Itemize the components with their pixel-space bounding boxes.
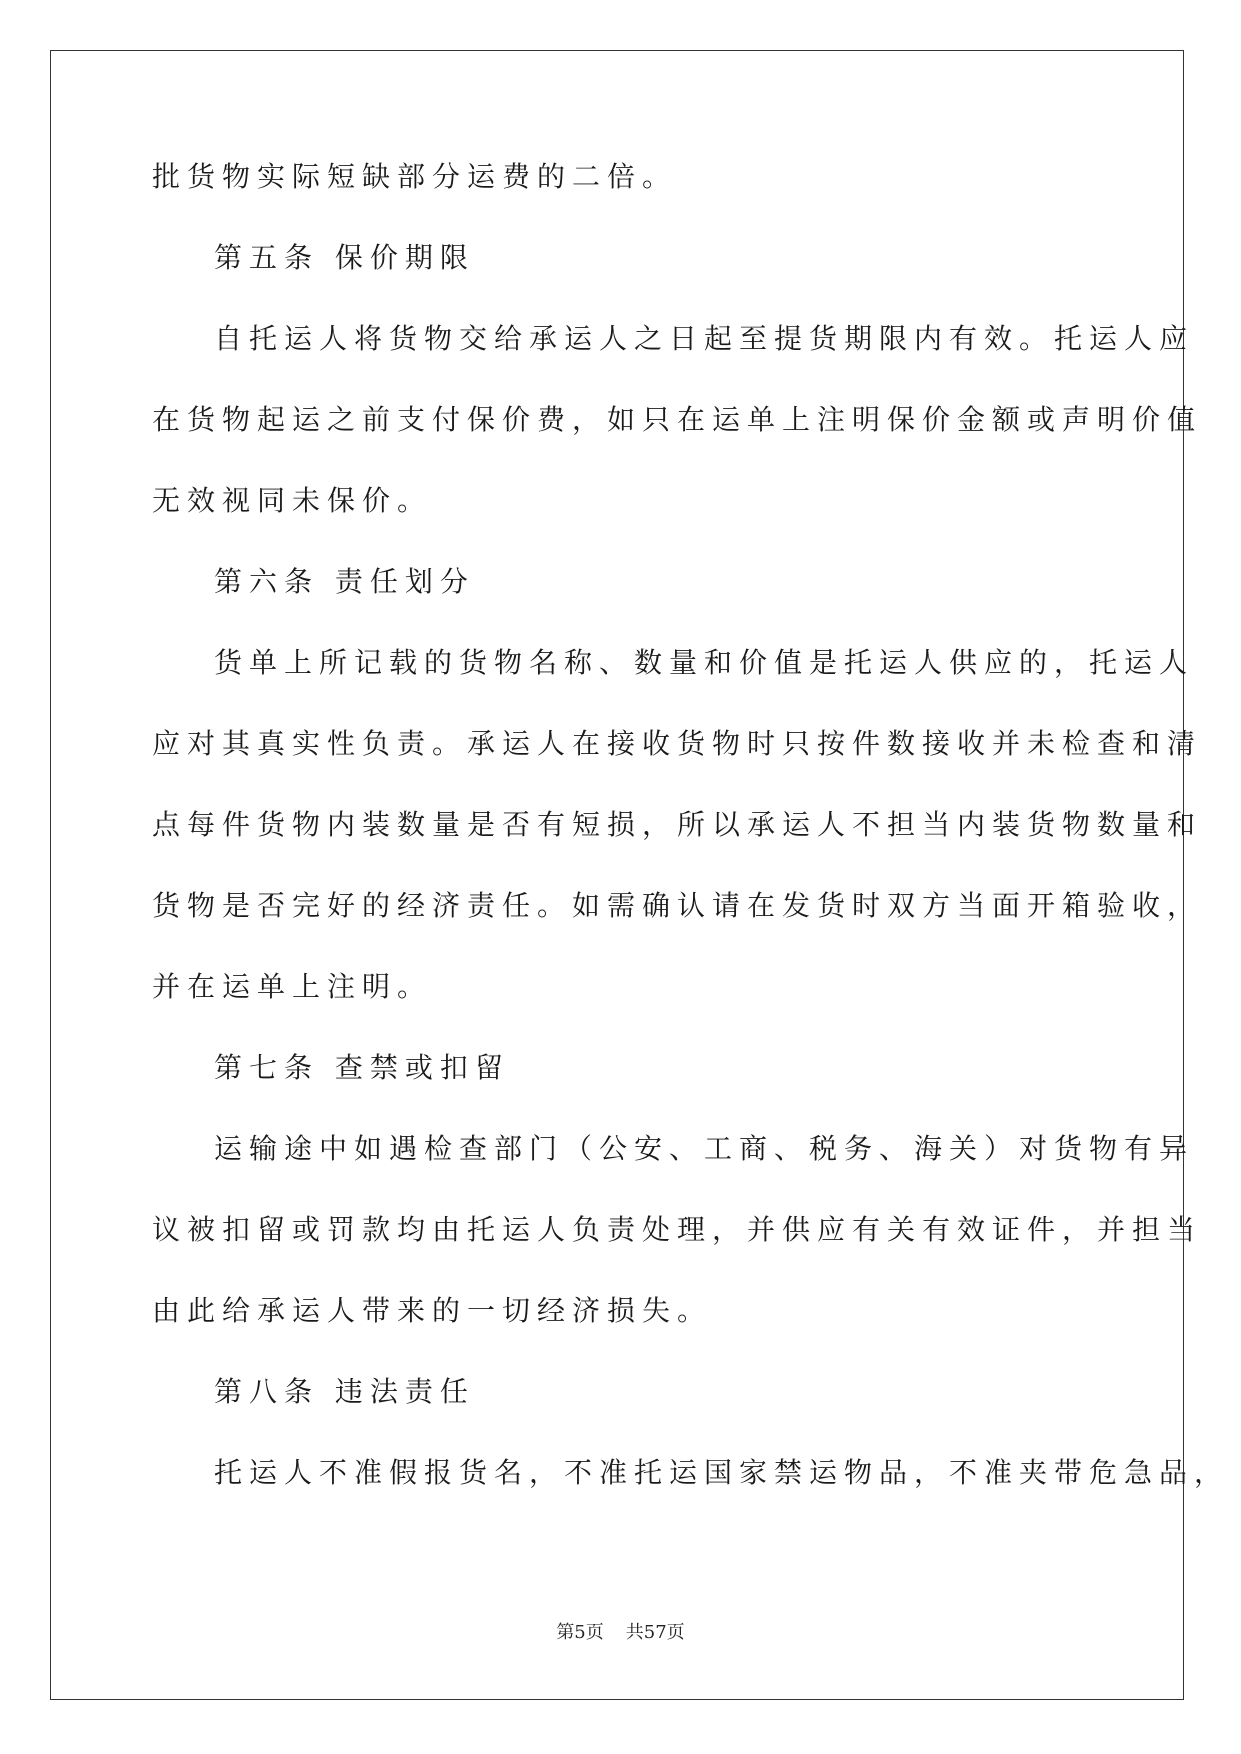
text-line xyxy=(152,1132,1195,1213)
section-heading xyxy=(152,565,1092,646)
text-line xyxy=(152,484,1092,565)
line-text: 应对其真实性负责。承运人在接收货物时只按件数接收并未检查和清 xyxy=(152,727,1203,760)
line-text: 无效视同未保价。 xyxy=(152,484,433,517)
section-heading xyxy=(152,1051,1092,1132)
line-text: 运输途中如遇检查部门（公安、工商、税务、海关）对货物有异 xyxy=(214,1132,1195,1165)
section-heading xyxy=(152,241,1092,322)
total-pages: 共57页 xyxy=(625,1622,685,1643)
line-text: 并在运单上注明。 xyxy=(152,970,433,1003)
text-line xyxy=(152,1294,1092,1375)
section-heading xyxy=(152,1375,1092,1456)
line-text: 托运人不准假报货名，不准托运国家禁运物品，不准夹带危急品， xyxy=(214,1456,1230,1489)
text-line xyxy=(152,646,1195,727)
page-number: 第5页 xyxy=(556,1622,604,1643)
text-line xyxy=(152,322,1195,403)
line-text: 批货物实际短缺部分运费的二倍。 xyxy=(152,160,678,193)
line-text: 第七条 查禁或扣留 xyxy=(214,1051,510,1084)
line-text: 自托运人将货物交给承运人之日起至提货期限内有效。托运人应 xyxy=(214,322,1195,355)
line-text: 议被扣留或罚款均由托运人负责处理，并供应有关有效证件，并担当 xyxy=(152,1213,1203,1246)
line-text: 第六条 责任划分 xyxy=(214,565,475,598)
page-footer xyxy=(0,1618,1241,1644)
line-text: 货单上所记载的货物名称、数量和价值是托运人供应的，托运人 xyxy=(214,646,1195,679)
text-line xyxy=(152,889,1203,970)
text-line xyxy=(152,970,1092,1051)
line-text: 第八条 违法责任 xyxy=(214,1375,475,1408)
line-text: 第五条 保价期限 xyxy=(214,241,475,274)
text-line xyxy=(152,727,1203,808)
line-text: 在货物起运之前支付保价费，如只在运单上注明保价金额或声明价值 xyxy=(152,403,1203,436)
line-text: 由此给承运人带来的一切经济损失。 xyxy=(152,1294,713,1327)
text-line xyxy=(152,160,1092,241)
text-line xyxy=(152,403,1203,484)
document-body xyxy=(152,160,1230,1537)
line-text: 货物是否完好的经济责任。如需确认请在发货时双方当面开箱验收， xyxy=(152,889,1203,922)
line-text: 点每件货物内装数量是否有短损，所以承运人不担当内装货物数量和 xyxy=(152,808,1203,841)
text-line xyxy=(152,1456,1230,1537)
text-line xyxy=(152,1213,1203,1294)
text-line xyxy=(152,808,1203,889)
